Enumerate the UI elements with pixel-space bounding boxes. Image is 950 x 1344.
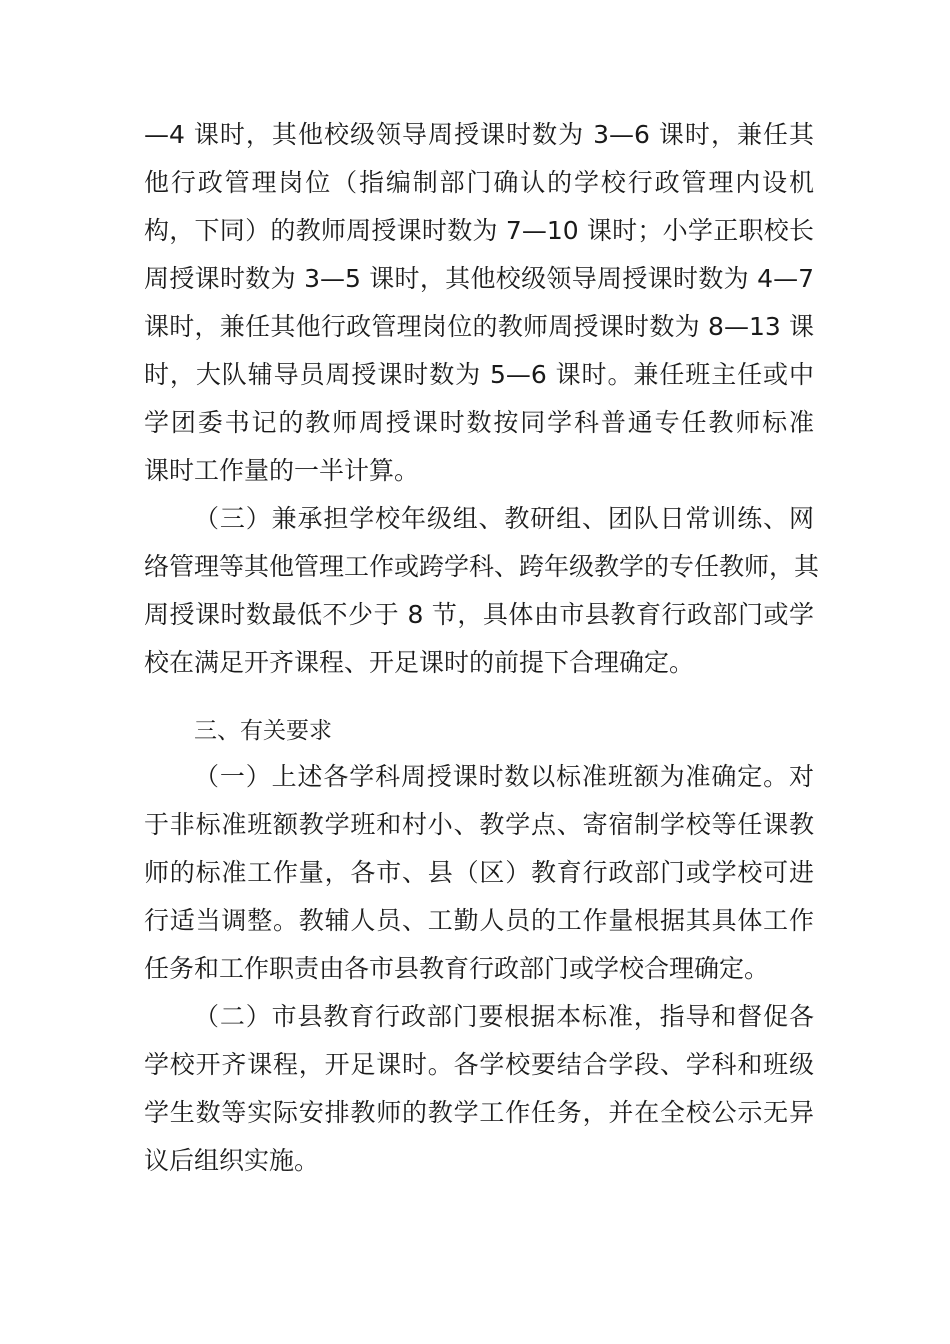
text-line: 议后组织实施。 (144, 1146, 320, 1175)
text-line: 师的标准工作量，各市、县（区）教育行政部门或学校可进 (144, 858, 814, 887)
text-line: 校在满足开齐课程、开足课时的前提下合理确定。 (144, 648, 695, 677)
text-line: 周授课时数为 3—5 课时，其他校级领导周授课时数为 4—7 (144, 264, 814, 293)
text-line: 络管理等其他管理工作或跨学科、跨年级教学的专任教师，其 (144, 552, 820, 581)
text-line: 周授课时数最低不少于 8 节，具体由市县教育行政部门或学 (144, 600, 814, 629)
text-line: 任务和工作职责由各市县教育行政部门或学校合理确定。 (144, 954, 770, 983)
text-line: （一）上述各学科周授课时数以标准班额为准确定。对 (194, 762, 814, 791)
paragraph-item-three (144, 495, 820, 687)
text-line: 时，大队辅导员周授课时数为 5—6 课时。兼任班主任或中 (144, 360, 814, 389)
text-line: （三）兼承担学校年级组、教研组、团队日常训练、网 (194, 504, 814, 533)
paragraph-requirement-one (144, 753, 814, 993)
text-line: 课时，兼任其他行政管理岗位的教师周授课时数为 8—13 课 (144, 312, 814, 341)
text-line: （二）市县教育行政部门要根据本标准，指导和督促各 (194, 1002, 814, 1031)
text-line: 课时工作量的一半计算。 (144, 456, 420, 485)
text-line: 他行政管理岗位（指编制部门确认的学校行政管理内设机 (144, 168, 814, 197)
text-line: 学校开齐课程，开足课时。各学校要结合学段、学科和班级 (144, 1050, 814, 1079)
text-line: 学生数等实际安排教师的教学工作任务，并在全校公示无异 (144, 1098, 814, 1127)
text-line: 行适当调整。教辅人员、工勤人员的工作量根据其具体工作 (144, 906, 814, 935)
text-line: 于非标准班额教学班和村小、教学点、寄宿制学校等任课教 (144, 810, 814, 839)
section-heading: 三、有关要求 (194, 718, 332, 744)
document-body (144, 111, 820, 1185)
text-line: 构，下同）的教师周授课时数为 7—10 课时；小学正职校长 (144, 216, 814, 245)
paragraph-requirement-two (144, 993, 814, 1185)
paragraph-teaching-hours-continued (144, 111, 814, 495)
text-line: 学团委书记的教师周授课时数按同学科普通专任教师标准 (144, 408, 814, 437)
text-line: —4 课时，其他校级领导周授课时数为 3—6 课时，兼任其 (144, 120, 814, 149)
